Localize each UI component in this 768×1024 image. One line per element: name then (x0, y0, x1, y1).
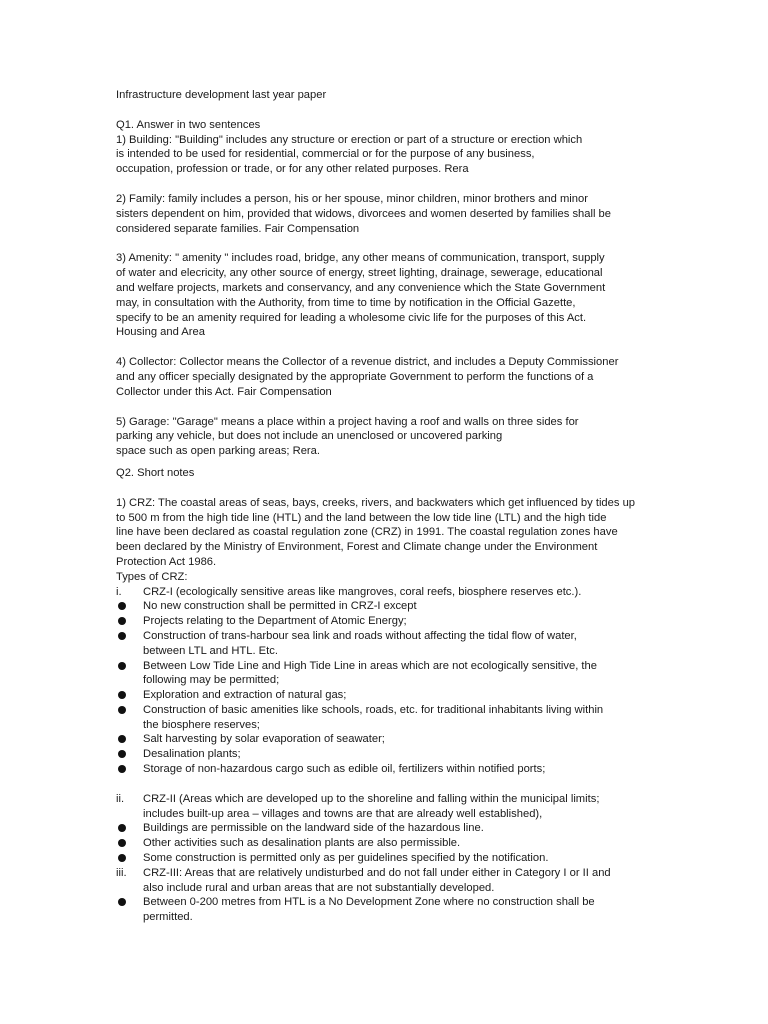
answer-line: specify to be an amenity required for leading a wholesome civic life for the purposes of this Act. (116, 311, 587, 324)
bullet-text-line: Between Low Tide Line and High Tide Line in areas which are not ecologically sensitive, the (143, 659, 597, 672)
q1-answers (116, 133, 656, 459)
q1-answer-1 (116, 133, 656, 177)
crz2-heading-row (116, 792, 656, 822)
answer-line: 3) Amenity: " amenity " includes road, bridge, any other means of communication, transport, supply (116, 252, 605, 265)
section-heading-line: CRZ-II (Areas which are developed up to the shoreline and falling within the municipal limits; (143, 792, 600, 805)
answer-line: may, in consultation with the Authority, from time to time by notification in the Official Gazette, (116, 296, 576, 309)
q1-answer-5 (116, 415, 656, 459)
crz-1-section (116, 585, 656, 777)
bullet-text-line: No new construction shall be permitted in CRZ-I except (143, 600, 417, 613)
bullet-item (116, 895, 656, 925)
bullet-item (116, 821, 656, 836)
roman-numeral-marker: ii. (116, 792, 125, 805)
bullet-item (116, 599, 656, 614)
bullet-text-line: Salt harvesting by solar evaporation of seawater; (143, 733, 385, 746)
bullet-dot-icon (116, 851, 143, 866)
q1-answer-3 (116, 251, 656, 340)
bullet-item (116, 614, 656, 629)
bullet-text-line: Between 0-200 metres from HTL is a No Development Zone where no construction shall be (143, 896, 595, 909)
bullet-dot-icon (116, 747, 143, 762)
bullet-item (116, 836, 656, 851)
document-body (116, 88, 656, 925)
crz3-heading-row (116, 866, 656, 896)
bullet-dot-icon (116, 599, 143, 614)
crz-3-section (116, 866, 656, 925)
answer-line: and welfare projects, markets and conservancy, and any convenience which the State Government (116, 281, 606, 294)
bullet-text-line: Storage of non-hazardous cargo such as edible oil, fertilizers within notified ports; (143, 763, 546, 776)
crz-intro-line: 1) CRZ: The coastal areas of seas, bays, creeks, rivers, and backwaters which get influenced by tides up (116, 496, 636, 509)
bullet-dot-icon (116, 895, 143, 925)
bullet-item (116, 762, 656, 777)
answer-line: considered separate families. Fair Compensation (116, 222, 360, 235)
answer-line: 5) Garage: "Garage" means a place within a project having a roof and walls on three sides for (116, 415, 579, 428)
bullet-text-line: Construction of trans-harbour sea link and roads without affecting the tidal flow of water, (143, 629, 577, 642)
bullet-text-line: Exploration and extraction of natural gas; (143, 689, 347, 702)
roman-numeral-marker: iii. (116, 866, 127, 879)
bullet-text-line: Some construction is permitted only as per guidelines specified by the notification. (143, 852, 549, 865)
bullet-text-line: Buildings are permissible on the landward side of the hazardous line. (143, 822, 484, 835)
bullet-item (116, 688, 656, 703)
crz-intro (116, 496, 656, 570)
answer-line: of water and elecricity, any other source of energy, street lighting, drainage, sewerage, educational (116, 267, 603, 280)
bullet-text-line: the biosphere reserves; (143, 718, 260, 731)
roman-numeral-marker: i. (116, 585, 122, 598)
bullet-dot-icon (116, 659, 143, 689)
answer-line: is intended to be used for residential, commercial or for the purpose of any business, (116, 148, 535, 161)
bullet-item (116, 851, 656, 866)
bullet-item (116, 629, 656, 659)
bullet-item (116, 703, 656, 733)
bullet-item (116, 659, 656, 689)
crz-types-heading: Types of CRZ: (116, 570, 188, 583)
q2-heading: Q2. Short notes (116, 466, 195, 479)
bullet-dot-icon (116, 821, 143, 836)
crz-2-section (116, 792, 656, 866)
bullet-dot-icon (116, 688, 143, 703)
section-heading-line: CRZ-I (ecologically sensitive areas like mangroves, coral reefs, biosphere reserves etc.). (143, 585, 582, 598)
crz-intro-line: to 500 m from the high tide line (HTL) and the land between the low tide line (LTL) and the high tide (116, 511, 607, 524)
bullet-dot-icon (116, 762, 143, 777)
section-heading-line: includes built-up area – villages and towns are that are already well established), (143, 807, 543, 820)
answer-line: space such as open parking areas; Rera. (116, 445, 320, 458)
bullet-text-line: permitted. (143, 911, 193, 924)
bullet-dot-icon (116, 629, 143, 659)
bullet-text-line: Other activities such as desalination plants are also permissible. (143, 837, 461, 850)
answer-line: 2) Family: family includes a person, his or her spouse, minor children, minor brothers and minor (116, 192, 588, 205)
bullet-dot-icon (116, 703, 143, 733)
answer-line: parking any vehicle, but does not include an unenclosed or uncovered parking (116, 430, 503, 443)
answer-line: 4) Collector: Collector means the Collector of a revenue district, and includes a Deputy Commissioner (116, 356, 619, 369)
answer-line: occupation, profession or trade, or for any other related purposes. Rera (116, 163, 469, 176)
section-heading-line: also include rural and urban areas that are not substantially developed. (143, 881, 495, 894)
bullet-dot-icon (116, 836, 143, 851)
crz-intro-line: Protection Act 1986. (116, 555, 217, 568)
answer-line: sisters dependent on him, provided that widows, divorcees and women deserted by families shall be (116, 207, 612, 220)
q1-heading: Q1. Answer in two sentences (116, 118, 261, 131)
crz-intro-line: been declared by the Ministry of Environment, Forest and Climate change under the Environment (116, 541, 598, 554)
document-title: Infrastructure development last year paper (116, 89, 327, 101)
answer-line: Housing and Area (116, 326, 205, 339)
answer-line: 1) Building: "Building" includes any structure or erection or part of a structure or erection which (116, 133, 583, 146)
answer-line: Collector under this Act. Fair Compensation (116, 385, 332, 398)
bullet-dot-icon (116, 614, 143, 629)
crz-intro-line: line have been declared as coastal regulation zone (CRZ) in 1991. The coastal regulation zones have (116, 526, 618, 539)
section-heading-line: CRZ-III: Areas that are relatively undisturbed and do not fall under either in Category I or II and (143, 866, 611, 879)
bullet-item (116, 732, 656, 747)
bullet-dot-icon (116, 732, 143, 747)
bullet-text-line: Construction of basic amenities like schools, roads, etc. for traditional inhabitants living within (143, 703, 604, 716)
q1-answer-4 (116, 355, 656, 399)
crz1-heading-row (116, 585, 656, 600)
q1-answer-2 (116, 192, 656, 236)
bullet-item (116, 747, 656, 762)
bullet-text-line: following may be permitted; (143, 674, 280, 687)
bullet-text-line: between LTL and HTL. Etc. (143, 644, 278, 657)
bullet-text-line: Desalination plants; (143, 748, 241, 761)
bullet-text-line: Projects relating to the Department of Atomic Energy; (143, 615, 407, 628)
answer-line: and any officer specially designated by the appropriate Government to perform the functions of a (116, 370, 594, 383)
